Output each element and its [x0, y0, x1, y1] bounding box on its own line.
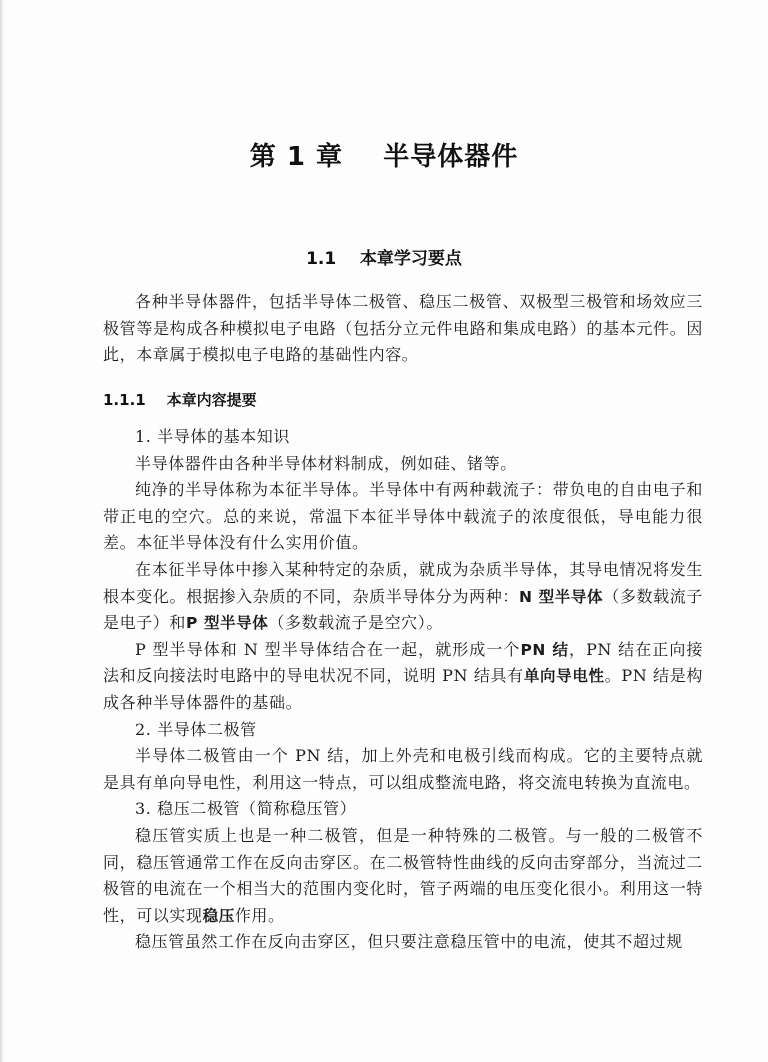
- paragraph-4-text-d: 。PN 结是构成各种半导体器件的基础。: [103, 666, 703, 712]
- body-text: [103, 424, 703, 956]
- paragraph-6-text-a: 稳压管实质上也是一种二极管，但是一种特殊的二极管。与一般的二极管不同，稳压管通常工作在反向击穿区。在二极管特性曲线的反向击穿部分，当流过二极管的电流在一个相当大的范围内变化时，管子两端的电压变化很小。利用这一特性，可以实现: [103, 825, 703, 925]
- paragraph-1: 半导体器件由各种半导体材料制成，例如硅、锗等。: [135, 453, 517, 473]
- p-type-term: P 型半导体: [186, 614, 269, 633]
- intro-text: [103, 289, 703, 369]
- n-type-term: N 型半导体: [519, 587, 604, 606]
- paragraph-4-text-a: P 型半导体和 N 型半导体结合在一起，就形成一个: [135, 639, 521, 659]
- intro-paragraph: 各种半导体器件，包括半导体二极管、稳压二极管、双极型三极管和场效应三极管等是构成各种模拟电子电路（包括分立元件电路和集成电路）的基本元件。因此，本章属于模拟电子电路的基础性内容。: [103, 292, 703, 365]
- paragraph-7: 稳压管虽然工作在反向击穿区，但只要注意稳压管中的电流，使其不超过规: [135, 932, 683, 952]
- paragraph-6-text-c: 作用。: [234, 905, 285, 925]
- paragraph-3-text-c: （多数载流子是电子）和: [103, 586, 703, 633]
- subsection-title: 1.1.1 本章内容提要: [103, 391, 257, 409]
- section-title: 1.1 本章学习要点: [306, 249, 462, 269]
- paragraph-4: [103, 637, 703, 717]
- chapter-title: 第 1 章 半导体器件: [249, 142, 519, 172]
- item-heading-3: 3. 稳压二极管（简称稳压管）: [135, 799, 357, 819]
- pn-junction-term: PN 结: [520, 640, 570, 659]
- item-heading-2: 2. 半导体二极管: [135, 719, 257, 739]
- paragraph-3-text-a: 在本征半导体中掺入某种特定的杂质，就成为杂质半导体，其导电情况将发生根本变化。根据掺入杂质的不同，杂质半导体分为两种：: [103, 559, 703, 606]
- voltage-regulation-term: 稳压: [202, 906, 235, 925]
- paragraph-3-text-d: （多数载流子是空穴）。: [268, 613, 443, 633]
- item-heading-1: 1. 半导体的基本知识: [135, 427, 290, 446]
- paragraph-3: [103, 557, 703, 637]
- paragraph-4-text-c: ，PN 结在正向接法和反向接法时电路中的导电状况不同，说明 PN 结具有: [103, 639, 703, 686]
- paragraph-5: 半导体二极管由一个 PN 结，加上外壳和电极引线而构成。它的主要特点就是具有单向导电性，利用这一特点，可以组成整流电路，将交流电转换为直流电。: [103, 746, 703, 792]
- paragraph-2: 纯净的半导体称为本征半导体。半导体中有两种载流子：带负电的自由电子和带正电的空穴。总的来说，常温下本征半导体中载流子的浓度很低，导电能力很差。本征半导体没有什么实用价值。: [103, 480, 703, 553]
- unidirectional-term: 单向导电性: [523, 667, 605, 686]
- paragraph-6: [103, 823, 703, 929]
